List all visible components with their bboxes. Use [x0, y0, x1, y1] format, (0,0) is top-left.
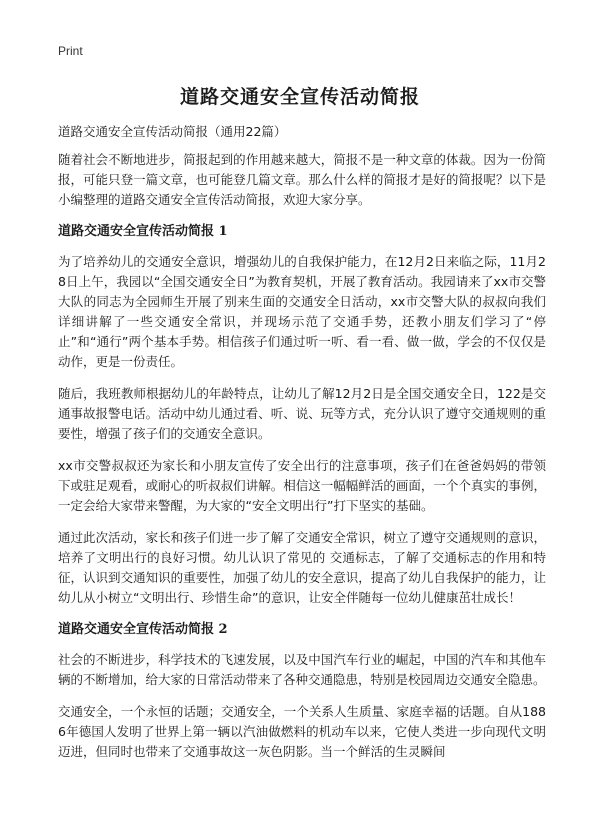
section-2-paragraph: 交通安全，一个永恒的话题；交通安全，一个关系人生质量、家庭幸福的话题。自从1886年德国人发明了世界上第一辆以汽油做燃料的机动车以来，它使人类进一步向现代文明迈进，但同时也带来了交通事故这一灰色阴影。当一个鲜活的生灵瞬间 — [58, 704, 546, 759]
article-body — [58, 150, 546, 774]
section-heading-2: 道路交通安全宣传活动简报 2 — [58, 622, 228, 637]
intro-paragraph: 随着社会不断地进步，简报起到的作用越来越大，简报不是一种文章的体裁。因为一份简报，可能只登一篇文章，也可能登几篇文章。那么什么样的简报才是好的简报呢？以下是小编整理的道路交通安全宣传活动简报，欢迎大家分享。 — [58, 152, 546, 207]
section-1-paragraph: 通过此次活动，家长和孩子们进一步了解了交通安全常识，树立了遵守交通规则的意识，培养了文明出行的良好习惯。幼儿认识了常见的 交通标志，了解了交通标志的作用和特征，认识到交通知识的重要性，加强了幼儿的安全意识，提高了幼儿自我保护的能力，让幼儿从小树立“文明出行、珍惜生命”的意识，让安全伴随每一位幼儿健康茁壮成长！ — [58, 530, 546, 605]
page-title: 道路交通安全宣传活动简报 — [179, 86, 420, 108]
section-heading-1: 道路交通安全宣传活动简报 1 — [58, 224, 228, 239]
section-1-paragraph: xx市交警叔叔还为家长和小朋友宣传了安全出行的注意事项，孩子们在爸爸妈妈的带领下或驻足观看，或耐心的听叔叔们讲解。相信这一幅幅鲜活的画面，一个个真实的事例，一定会给大家带来警醒，为大家的“安全文明出行”打下坚实的基础。 — [58, 458, 546, 513]
section-1-paragraph: 随后，我班教师根据幼儿的年龄特点，让幼儿了解12月2日是全国交通安全日，122是交通事故报警电话。活动中幼儿通过看、听、说、玩等方式，充分认识了遵守交通规则的重要性，增强了孩子们的交通安全意识。 — [58, 386, 546, 441]
section-1-paragraph: 为了培养幼儿的交通安全意识，增强幼儿的自我保护能力，在12月2日来临之际，11月28日上午，我园以“全国交通安全日”为教育契机，开展了教育活动。我园请来了xx市交警大队的同志为全园师生开展了别来生面的交通安全日活动，xx市交警大队的叔叔向我们详细讲解了一些交通安全常识，并现场示范了交通手势，还教小朋友们学习了“停止”和“通行”两个基本手势。相信孩子们通过听一听、看一看、做一做，学会的不仅仅是动作，更是一份责任。 — [58, 254, 546, 369]
document-subtitle: 道路交通安全宣传活动简报（通用22篇） — [58, 124, 287, 139]
print-link[interactable]: Print — [58, 44, 83, 58]
section-2-paragraph: 社会的不断进步，科学技术的飞速发展，以及中国汽车行业的崛起，中国的汽车和其他车辆的不断增加，给大家的日常活动带来了各种交通隐患，特别是校园周边交通安全隐患。 — [58, 652, 546, 687]
